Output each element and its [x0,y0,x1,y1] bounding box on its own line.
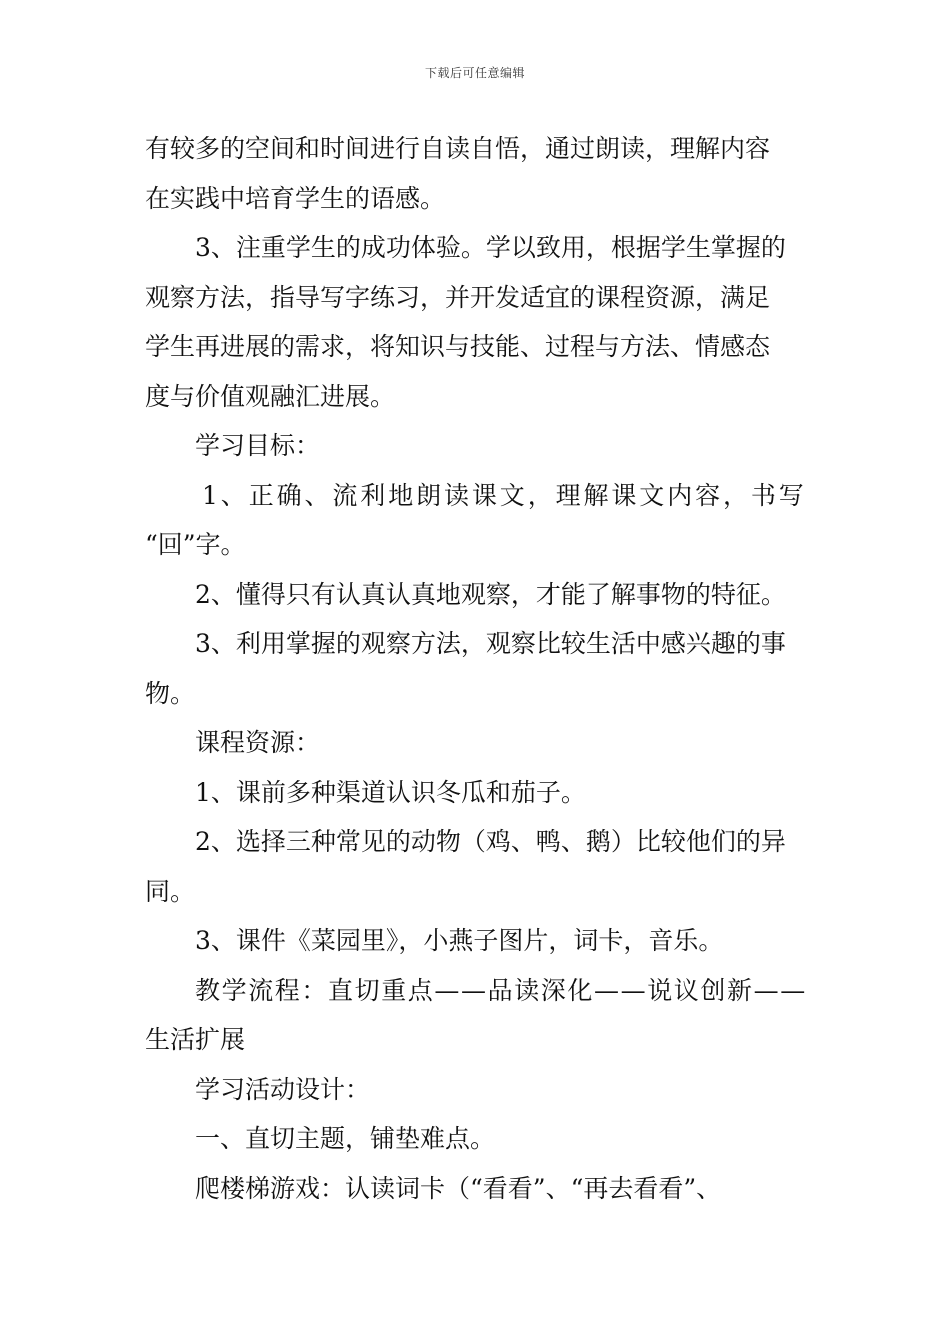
body-line: 一、直切主题，铺垫难点。 [195,1124,496,1153]
body-line: “回”字。 [145,530,246,559]
body-line: 学生再进展的需求，将知识与技能、过程与方法、情感态 [145,332,771,361]
section-heading: 学习活动设计： [195,1074,371,1104]
body-line: 物。 [145,678,196,708]
body-line: 2、选择三种常见的动物（鸡、鸭、鹅）比较他们的异 [195,827,786,856]
body-line: 爬楼梯游戏：认读词卡（“看看”、“再去看看”、 [195,1173,722,1203]
body-line: 有较多的空间和时间进行自读自悟，通过朗读，理解内容 [145,134,771,163]
body-line: 同。 [145,876,196,906]
body-line: 度与价值观融汇进展。 [145,381,396,411]
body-line: 3、注重学生的成功体验。学以致用，根据学生掌握的 [195,233,786,262]
body-line: 1、正确、流利地朗读课文，理解课文内容，书写 [202,480,807,510]
body-line: 生活扩展 [145,1025,246,1054]
page-header: 下载后可任意编辑 [424,66,525,80]
body-line: 观察方法，指导写字练习，并开发适宜的课程资源，满足 [145,282,771,312]
body-line: 在实践中培育学生的语感。 [145,183,446,213]
body-line: 2、懂得只有认真认真地观察，才能了解事物的特征。 [195,579,786,609]
section-heading: 学习目标： [195,431,321,460]
body-line: 3、利用掌握的观察方法，观察比较生活中感兴趣的事 [195,629,786,658]
body-line: 1、课前多种渠道认识冬瓜和茄子。 [195,777,586,807]
body-line: 教学流程：直切重点——品读深化——说议创新—— [195,975,807,1005]
body-line: 3、课件《菜园里》，小燕子图片，词卡，音乐。 [195,926,724,955]
document-body [145,124,815,1213]
section-heading: 课程资源： [195,728,321,757]
